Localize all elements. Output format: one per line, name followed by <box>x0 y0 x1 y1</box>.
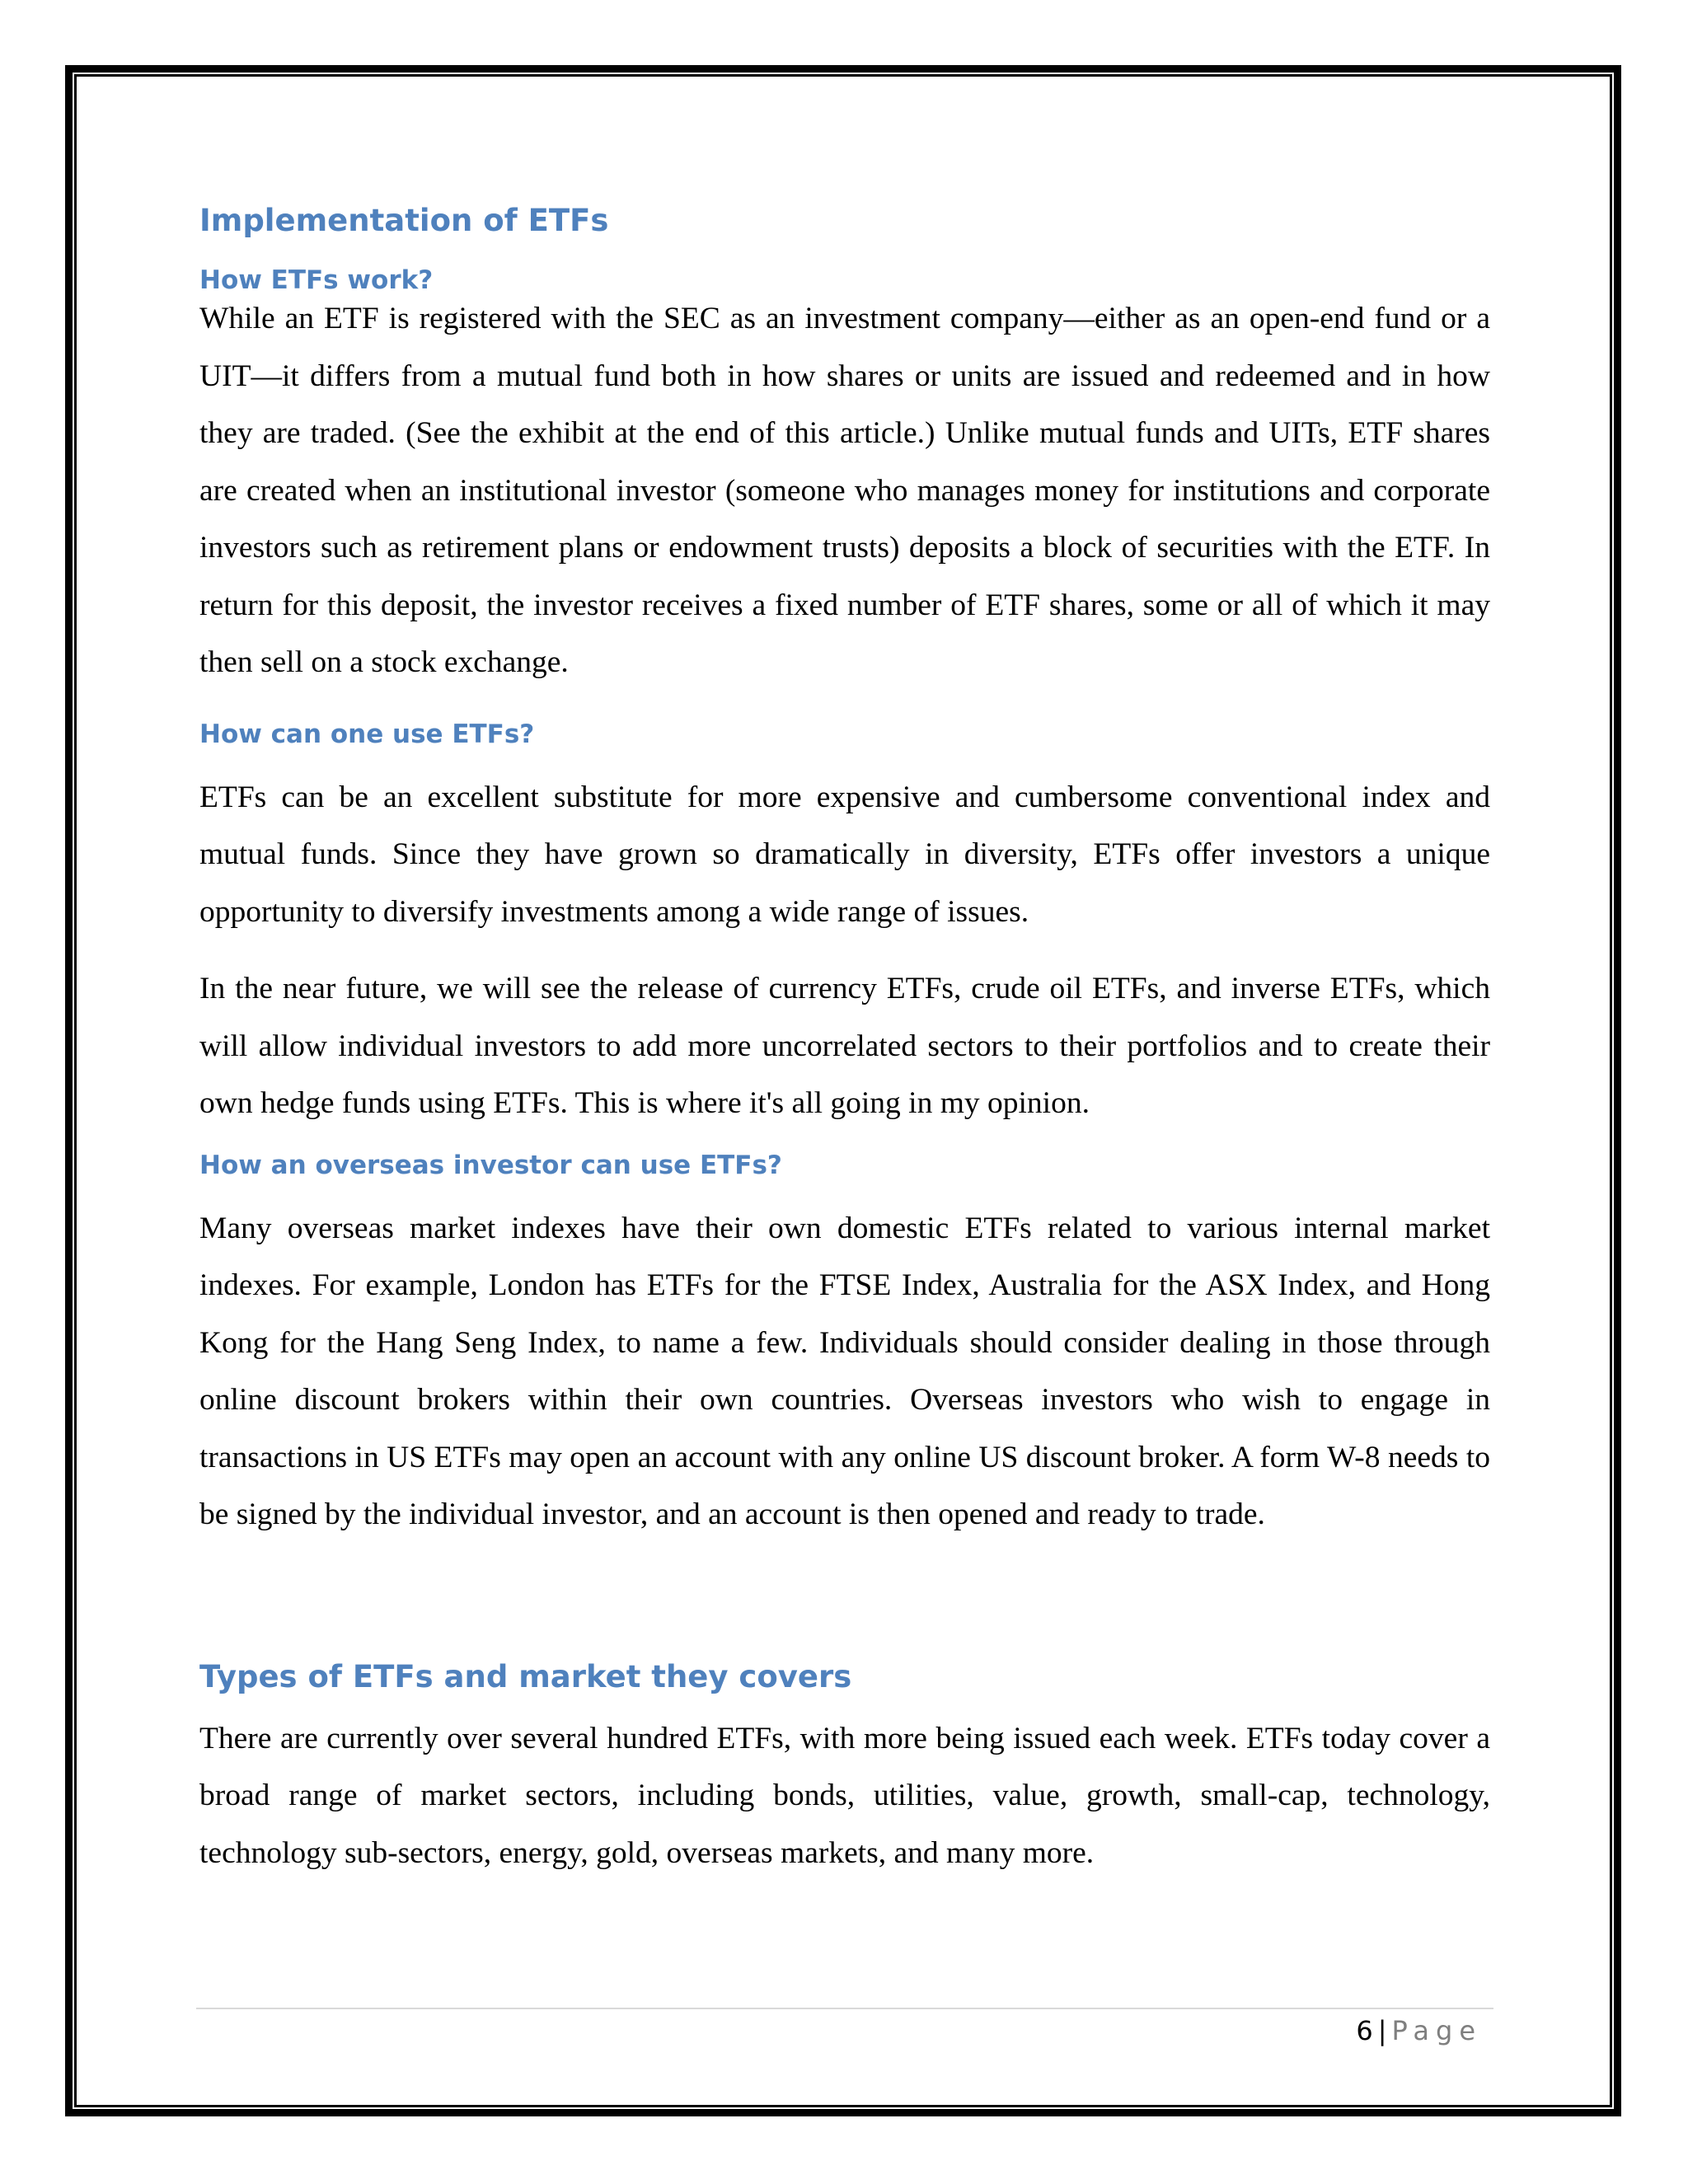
paragraph-types-of-etfs: There are currently over several hundred ETFs, with more being issued each week. ETFs today cover a broad range of market sectors, including bonds, utilities, value, growth, small-cap, technology, technology sub-sectors, energy, gold, overseas markets, and many more. <box>199 1721 1490 1870</box>
page-number-footer <box>1356 2013 1482 2049</box>
paragraph-overseas-investor: Many overseas market indexes have their own domestic ETFs related to various internal market indexes. For example, London has ETFs for the FTSE Index, Australia for the ASX Index, and Hong Kong for the Hang Seng Index, to name a few. Individuals should consider dealing in those through online discount brokers within their own countries. Overseas investors who wish to engage in transactions in US ETFs may open an account with any online US discount broker. A form W-8 needs to be signed by the individual investor, and an account is then opened and ready to trade. <box>199 1211 1490 1531</box>
page-label: Page <box>1391 2015 1482 2046</box>
page-number: 6 <box>1356 2015 1373 2046</box>
subheading-how-use-etfs: How can one use ETFs? <box>199 719 535 749</box>
heading-types-of-etfs: Types of ETFs and market they covers <box>199 1658 852 1694</box>
paragraph-how-use-etfs-2: In the near future, we will see the release of currency ETFs, crude oil ETFs, and inverse ETFs, which will allow individual investors to add more uncorrelated sectors to their portfolios and to create their own hedge funds using ETFs. This is where it's all going in my opinion. <box>199 972 1490 1120</box>
page-separator: | <box>1377 2015 1387 2046</box>
page-content <box>199 191 1490 1882</box>
footer-divider <box>196 2008 1493 2009</box>
subheading-how-etfs-work: How ETFs work? <box>199 265 434 295</box>
heading-implementation: Implementation of ETFs <box>199 203 609 238</box>
paragraph-how-use-etfs-1: ETFs can be an excellent substitute for more expensive and cumbersome conventional index and mutual funds. Since they have grown so dramatically in diversity, ETFs offer investors a unique opportunity to diversify investments among a wide range of issues. <box>199 780 1490 929</box>
paragraph-how-etfs-work: While an ETF is registered with the SEC as an investment company—either as an open-end fund or a UIT—it differs from a mutual fund both in how shares or units are issued and redeemed and in how they are traded. (See the exhibit at the end of this article.) Unlike mutual funds and UITs, ETF shares are created when an institutional investor (someone who manages money for institutions and corporate investors such as retirement plans or endowment trusts) deposits a block of securities with the ETF. In return for this deposit, the investor receives a fixed number of ETF shares, some or all of which it may then sell on a stock exchange. <box>199 302 1490 679</box>
subheading-overseas-investor: How an overseas investor can use ETFs? <box>199 1150 782 1180</box>
